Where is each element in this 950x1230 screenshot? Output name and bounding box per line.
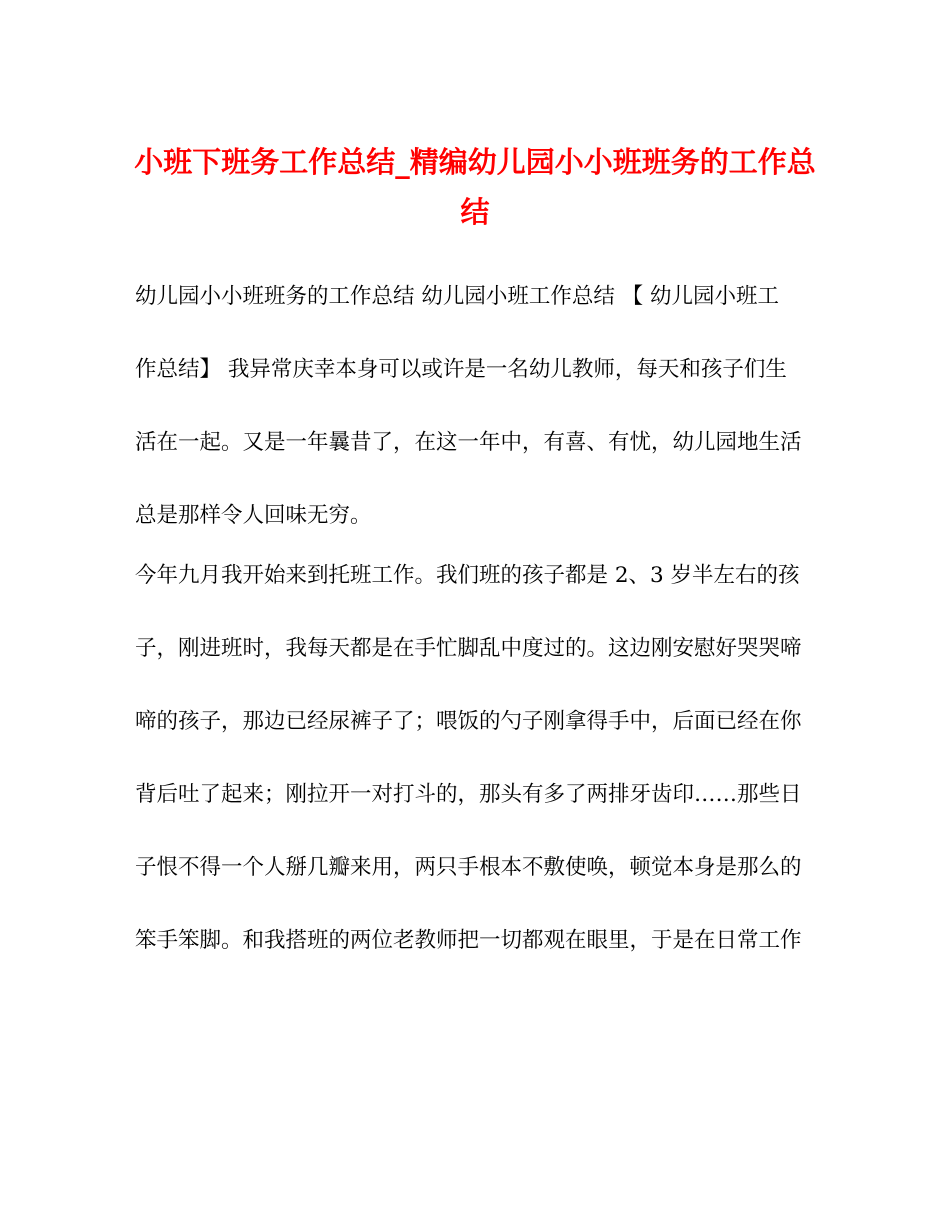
body-text-line: 背后吐了起来；刚拉开一对打斗的，那头有多了两排牙齿印……那些日 <box>135 782 802 807</box>
body-text-line: 子恨不得一个人掰几瓣来用，两只手根本不敷使唤，顿觉本身是那么的 <box>135 855 802 880</box>
body-text-line: 子，刚进班时，我每天都是在手忙脚乱中度过的。这边刚安慰好哭哭啼 <box>135 636 802 661</box>
body-text-line: 啼的孩子，那边已经尿裤子了；喂饭的勺子刚拿得手中，后面已经在你 <box>135 709 802 734</box>
body-text-line: 幼儿园小小班班务的工作总结 幼儿园小班工作总结 【 幼儿园小班工 <box>135 284 780 309</box>
body-text-line: 活在一起。又是一年曩昔了，在这一年中，有喜、有忧，幼儿园地生活 <box>135 430 802 455</box>
body-text-line: 作总结】 我异常庆幸本身可以或许是一名幼儿教师，每天和孩子们生 <box>135 357 787 382</box>
body-text-line: 总是那样令人回味无穷。 <box>135 503 372 528</box>
body-text-line: 笨手笨脚。和我搭班的两位老教师把一切都观在眼里，于是在日常工作 <box>135 928 802 953</box>
body-text-line: 今年九月我开始来到托班工作。我们班的孩子都是 2、3 岁半左右的孩 <box>135 563 800 588</box>
document-title-line-2: 结 <box>460 195 490 229</box>
document-title-line-1: 小班下班务工作总结_精编幼儿园小小班班务的工作总 <box>134 145 816 179</box>
